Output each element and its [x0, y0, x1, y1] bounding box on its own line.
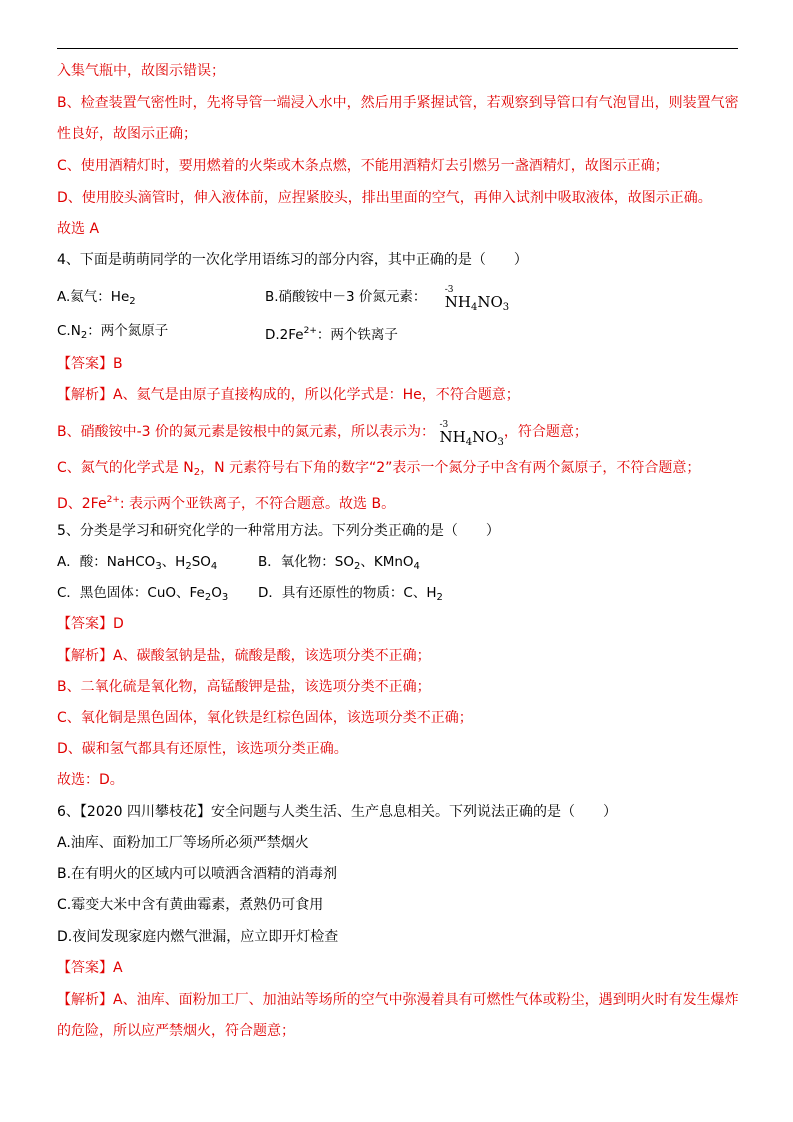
q4-explanation-d: D、$2Fe^{2+}$: 表示两个亚铁离子，不符合题意。故选 B。 — [57, 495, 396, 512]
q5-option-b: B．氧化物：$SO_2$、KMnO$_4$ — [258, 554, 420, 572]
q4-option-c: $C.N_2$：两个氮原子 — [57, 323, 169, 341]
q6-explanation-a: 【解析】A、油库、面粉加工厂、加油站等场所的空气中弥漫着具有可燃性气体或粉尘，遇到明火时有发生爆炸 — [57, 992, 739, 1008]
q6-answer: 【答案】A — [57, 960, 123, 976]
q4-explanation-c: C、氮气的化学式是 $N_2$，N 元素符号右下角的数字“2”表示一个氮分子中含有两个氮原子，不符合题意； — [57, 460, 701, 478]
explanation-choice: 故选 A — [57, 221, 100, 237]
question-4-stem: 4、下面是萌萌同学的一次化学用语练习的部分内容，其中正确的是（ ） — [57, 252, 528, 268]
explanation-line: 入集气瓶中，故图示错误； — [57, 63, 225, 79]
q4-explanation-a: 【解析】A、氦气是由原子直接构成的，所以化学式是：He，不符合题意； — [57, 387, 520, 403]
q5-choice: 故选：D。 — [57, 772, 124, 788]
q5-option-a: A．酸：NaHCO$_3$、$H_2SO_4$ — [57, 554, 218, 572]
q4-answer: 【答案】B — [57, 356, 123, 372]
explanation-line: C、使用酒精灯时，要用燃着的火柴或木条点燃，不能用酒精灯去引燃另一盏酒精灯，故图示正确； — [57, 158, 669, 174]
q4-option-d: $D.2Fe^{2+}$：两个铁离子 — [265, 326, 398, 343]
question-6-stem: 6、【2020 四川攀枝花】安全问题与人类生活、生产息息相关。下列说法正确的是（ ） — [57, 804, 617, 820]
q4-explanation-b: B、硝酸铵中-3 价的氮元素是铵根中的氮元素，所以表示为： -3 $NH_4NO_3$，符合题意； — [57, 421, 588, 451]
ammonium-nitrate-formula: -3 $NH_4NO_3$ — [444, 285, 510, 313]
q6-option-b: B.在有明火的区域内可以喷洒含酒精的消毒剂 — [57, 866, 338, 882]
q5-answer: 【答案】D — [57, 616, 124, 632]
q4-option-b: B.硝酸铵中－3 价氮元素： -3 $NH_4NO_3$ — [265, 286, 509, 316]
q6-option-a: A.油库、面粉加工厂等场所必须严禁烟火 — [57, 835, 309, 851]
q6-option-c: C.霉变大米中含有黄曲霉素，煮熟仍可食用 — [57, 897, 324, 913]
q5-explanation-d: D、碳和氢气都具有还原性，该选项分类正确。 — [57, 741, 348, 757]
question-5-stem: 5、分类是学习和研究化学的一种常用方法。下列分类正确的是（ ） — [57, 523, 500, 539]
q5-explanation-c: C、氧化铜是黑色固体，氧化铁是红棕色固体，该选项分类不正确； — [57, 710, 473, 726]
explanation-line: 性良好，故图示正确； — [57, 126, 197, 142]
ammonium-nitrate-formula: -3 $NH_4NO_3$ — [439, 420, 504, 448]
q6-explanation-a-cont: 的危险，所以应严禁烟火，符合题意； — [57, 1023, 295, 1039]
q6-option-d: D.夜间发现家庭内燃气泄漏，应立即开灯检查 — [57, 929, 339, 945]
q5-explanation-a: 【解析】A、碳酸氢钠是盐，硫酸是酸，该选项分类不正确； — [57, 648, 431, 664]
explanation-line: B、检查装置气密性时，先将导管一端浸入水中，然后用手紧握试管，若观察到导管口有气泡冒出，则装置气密 — [57, 95, 739, 111]
q4-option-a: A.氦气：$He_2$ — [57, 289, 136, 307]
q5-option-d: D．具有还原性的物质：C、$H_2$ — [258, 585, 443, 603]
header-rule — [57, 48, 738, 49]
q5-option-c: C．黑色固体：CuO、$Fe_2O_3$ — [57, 585, 229, 603]
explanation-line: D、使用胶头滴管时，伸入液体前，应捏紧胶头，排出里面的空气，再伸入试剂中吸取液体，故图示正确。 — [57, 190, 712, 206]
q5-explanation-b: B、二氧化硫是氧化物，高锰酸钾是盐，该选项分类不正确； — [57, 679, 431, 695]
